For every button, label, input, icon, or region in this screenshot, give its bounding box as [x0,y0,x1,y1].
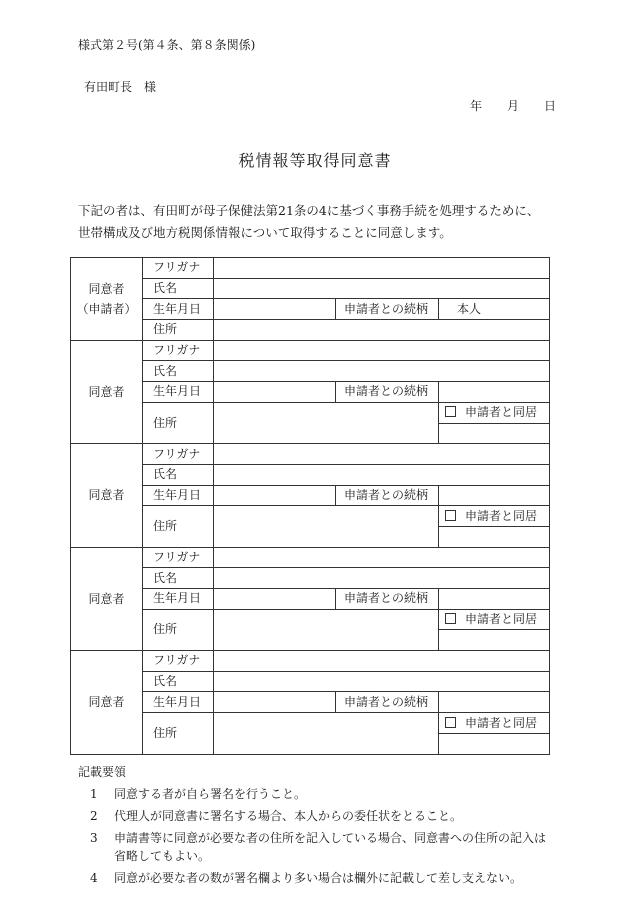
consenter-4-birthdate-field[interactable] [214,692,336,713]
checkbox-icon[interactable] [445,613,456,624]
address-label: 住所 [143,713,214,754]
birthdate-label: 生年月日 [143,485,214,506]
furigana-label: フリガナ [143,258,214,279]
consenter-2-name-field[interactable] [214,464,550,485]
date-line [470,97,556,114]
note-number: 4 [90,871,98,885]
applicant-address-field[interactable] [214,320,550,341]
consenter-3-address-extra [439,630,550,651]
consenter-2-group-label: 同意者 [71,444,143,547]
consenter-3-furigana-field[interactable] [214,547,550,568]
note-number: 2 [90,809,98,823]
furigana-label: フリガナ [143,651,214,672]
note-number: 1 [90,787,98,801]
consenter-4-relationship-field[interactable] [439,692,550,713]
note-text-continued: 省略してもよい。 [114,849,211,863]
consenter-1-address-extra [439,423,550,444]
consenter-4-cohabitation-checkbox[interactable] [439,713,550,734]
consenter-2-address-extra [439,526,550,547]
note-item [90,869,522,886]
consenter-4-address-extra [439,733,550,754]
consenter-3-name-field[interactable] [214,568,550,589]
intro-text [78,200,578,244]
consenter-4-furigana-field[interactable] [214,651,550,672]
birthdate-label: 生年月日 [143,692,214,713]
name-label: 氏名 [143,278,214,299]
consenter-1-cohabitation-checkbox[interactable] [439,402,550,423]
applicant-birthdate-field[interactable] [214,299,336,320]
name-label: 氏名 [143,568,214,589]
note-text: 申請書等に同意が必要な者の住所を記入している場合、同意書への住所の記入は [114,831,547,845]
name-label: 氏名 [143,361,214,382]
consenter-3-relationship-field[interactable] [439,589,550,610]
checkbox-icon[interactable] [445,717,456,728]
applicant-group-label [71,258,143,341]
consenter-3-cohabitation-checkbox[interactable] [439,609,550,630]
birthdate-label: 生年月日 [143,589,214,610]
cohabitation-label: 申請者と同居 [465,715,538,730]
consenter-1-name-field[interactable] [214,361,550,382]
name-label: 氏名 [143,464,214,485]
consenter-3-birthdate-field[interactable] [214,589,336,610]
applicant-relationship-value: 本人 [439,299,550,320]
note-text: 同意が必要な者の数が署名欄より多い場合は欄外に記載して差し支えない。 [114,871,523,885]
relationship-label: 申請者との続柄 [336,299,439,320]
date-month: 月 [507,99,520,113]
checkbox-icon[interactable] [445,510,456,521]
consenter-2-furigana-field[interactable] [214,444,550,465]
address-label: 住所 [143,402,214,443]
cohabitation-label: 申請者と同居 [465,612,538,627]
consent-table [70,257,550,755]
intro-line-1: 下記の者は、有田町が母子保健法第21条の4に基づく事務手続を処理するために、 [78,203,540,218]
consenter-1-group-label: 同意者 [71,340,143,443]
consenter-3-group-label: 同意者 [71,547,143,650]
applicant-label-line1: 同意者 [88,281,125,296]
consenter-1-relationship-field[interactable] [439,382,550,403]
applicant-block [71,258,550,279]
notes-heading: 記載要領 [78,765,127,779]
note-number: 3 [90,831,98,845]
furigana-label: フリガナ [143,340,214,361]
consenter-2-address-field[interactable] [214,506,439,547]
consenter-2-cohabitation-checkbox[interactable] [439,506,550,527]
applicant-label-line2: （申請者） [76,301,137,316]
consenter-4-name-field[interactable] [214,671,550,692]
consenter-2-birthdate-field[interactable] [214,485,336,506]
applicant-furigana-field[interactable] [214,258,550,279]
consenter-4-address-field[interactable] [214,713,439,754]
consenter-4-group-label: 同意者 [71,651,143,754]
form-number: 様式第２号(第４条、第８条関係) [78,38,256,52]
note-item [90,807,462,824]
relationship-label: 申請者との続柄 [336,382,439,403]
cohabitation-label: 申請者と同居 [465,508,538,523]
applicant-name-field[interactable] [214,278,550,299]
name-label: 氏名 [143,671,214,692]
address-label: 住所 [143,609,214,650]
consenter-3-address-field[interactable] [214,609,439,650]
consenter-2-relationship-field[interactable] [439,485,550,506]
furigana-label: フリガナ [143,547,214,568]
consenter-1-furigana-field[interactable] [214,340,550,361]
relationship-label: 申請者との続柄 [336,692,439,713]
birthdate-label: 生年月日 [143,299,214,320]
addressee: 有田町長 様 [84,80,157,94]
relationship-label: 申請者との続柄 [336,485,439,506]
birthdate-label: 生年月日 [143,382,214,403]
document-title: 税情報等取得同意書 [238,151,392,170]
checkbox-icon[interactable] [445,406,456,417]
note-item [90,785,306,802]
relationship-label: 申請者との続柄 [336,589,439,610]
date-year: 年 [470,99,483,113]
note-text: 同意する者が自ら署名を行うこと。 [114,787,307,801]
intro-line-2: 世帯構成及び地方税関係情報について取得することに同意します。 [78,225,452,240]
furigana-label: フリガナ [143,444,214,465]
note-text: 代理人が同意書に署名する場合、本人からの委任状をとること。 [114,809,463,823]
address-label: 住所 [143,506,214,547]
consenter-1-address-field[interactable] [214,402,439,443]
cohabitation-label: 申請者と同居 [465,405,538,420]
note-item [90,829,546,846]
consenter-1-birthdate-field[interactable] [214,382,336,403]
address-label: 住所 [143,320,214,341]
date-day: 日 [544,99,557,113]
